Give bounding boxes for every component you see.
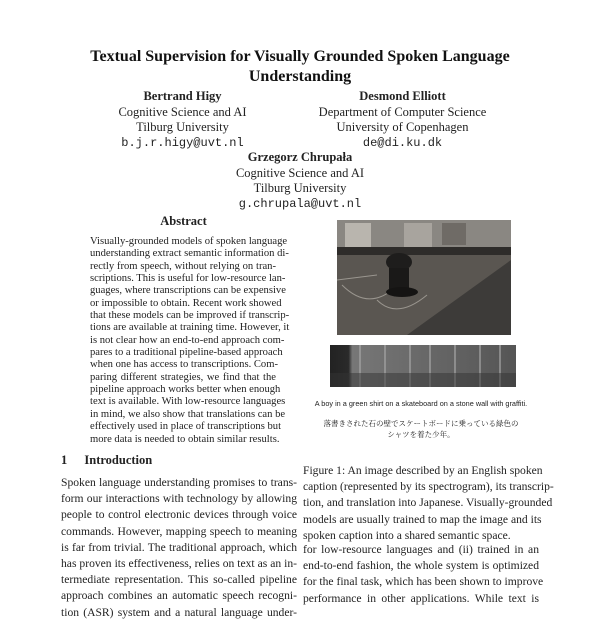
text-line: paring different strategies, we find that the: [90, 371, 276, 383]
author-name: Desmond Elliott: [359, 89, 446, 103]
author-affiliation: Department of Computer Science: [318, 104, 487, 119]
author-institution: University of Copenhagen: [336, 120, 469, 134]
author-email: g.chrupala@uvt.nl: [238, 196, 362, 211]
author-block-2: [300, 89, 505, 151]
figure-caption: [303, 463, 554, 544]
text-line: tion, and translation into Japanese. Visually-grounded: [303, 496, 553, 510]
spectrogram: [330, 345, 516, 387]
text-line: pipeline approach works better when enough: [90, 384, 281, 396]
text-line: is not clear how an end-to-end approach com-: [90, 334, 285, 346]
text-line: Spoken language understanding promises to trans-: [61, 476, 297, 489]
author-affiliation: Cognitive Science and AI: [118, 104, 247, 119]
skateboarder-photo: [337, 220, 511, 335]
section-number: 1: [61, 453, 68, 467]
author-email: b.j.r.higy@uvt.nl: [121, 135, 244, 150]
author-institution: Tilburg University: [253, 181, 347, 195]
text-line: Visually-grounded models of spoken language: [90, 236, 288, 247]
figure-english-caption: A boy in a green shirt on a skateboard on a stone wall with graffiti.: [314, 399, 528, 408]
title-line: Understanding: [248, 68, 352, 85]
text-line: commands. However, mapping speech to meaning: [61, 524, 297, 538]
right-column-body: [303, 542, 544, 607]
spectrogram-image: [330, 345, 516, 387]
text-line: understanding extract semantic information di-: [90, 248, 289, 260]
text-line: in mind, we also show that translations can be: [90, 408, 286, 420]
author-institution: Tilburg University: [136, 120, 229, 134]
text-line: end-to-end fashion, the whole system is optimized: [303, 559, 539, 573]
text-line: people to control electronic devices through voice: [61, 508, 297, 522]
text-line: rectly from speech, without relying on tran-: [90, 260, 276, 272]
author-name: Bertrand Higy: [143, 89, 222, 103]
text-line: more data is needed to obtain similar results.: [90, 433, 280, 445]
paper-title: [0, 47, 600, 87]
text-line: models are usually trained to map the image and its: [303, 512, 542, 526]
author-email: de@di.ku.dk: [362, 135, 443, 150]
japanese-caption-line: シャツを着た少年。: [387, 430, 455, 439]
text-line: or impossible to obtain. Recent work showed: [90, 297, 282, 309]
text-line: for low-resource languages and (ii) trained in an: [303, 543, 539, 556]
text-line: tions are available at training time. However, it: [90, 322, 290, 334]
figure-japanese-caption: [303, 418, 539, 440]
text-line: has proven its effectiveness, relies on text as an in-: [61, 556, 297, 570]
author-block-3: [200, 150, 400, 212]
author-name: Grzegorz Chrupała: [247, 150, 353, 164]
text-line: Figure 1: An image described by an English spoken: [303, 464, 543, 477]
text-line: form our interactions with technology by allowing: [61, 492, 297, 506]
text-line: is far from trivial. The traditional approach, which: [61, 540, 297, 554]
abstract-body: [90, 236, 290, 446]
text-line: spoken caption into a shared semantic space.: [303, 528, 511, 542]
section-title: Introduction: [84, 453, 153, 467]
text-line: when one has access to transcriptions. Com-: [90, 359, 278, 371]
text-line: for the final task, which has been shown to improve: [303, 575, 544, 589]
text-line: effectively used in place of transcriptions but: [90, 421, 282, 433]
text-line: termediate representation. This so-called pipeline: [61, 573, 297, 587]
text-line: approach combines an automatic speech recogni-: [61, 589, 297, 603]
text-line: text is available. With low-resource languages: [90, 396, 286, 408]
text-line: that these models can be improved if transcrip-: [90, 310, 290, 322]
text-line: pares to a traditional pipeline-based approach: [90, 347, 283, 359]
introduction-body: [61, 475, 297, 621]
author-block-1: [100, 89, 265, 151]
section-heading-introduction: [61, 453, 152, 468]
text-line: caption (represented by its spectrogram), its transcrip-: [303, 480, 554, 494]
abstract-heading: Abstract: [160, 214, 207, 228]
author-affiliation: Cognitive Science and AI: [235, 165, 365, 180]
text-line: scriptions. This is useful for low-resource lan-: [90, 273, 286, 285]
japanese-caption-line: 落書きされた石の壁でスケートボードに乗っている緑色の: [323, 419, 519, 428]
text-line: performance in other applications. While text is: [303, 591, 539, 605]
text-line: tion (ASR) system and a natural language under-: [61, 605, 297, 619]
figure-photo: [337, 220, 511, 335]
title-line: Textual Supervision for Visually Grounded Spoken Language: [90, 48, 510, 65]
text-line: guages, where transcriptions can be expensive: [90, 285, 286, 297]
